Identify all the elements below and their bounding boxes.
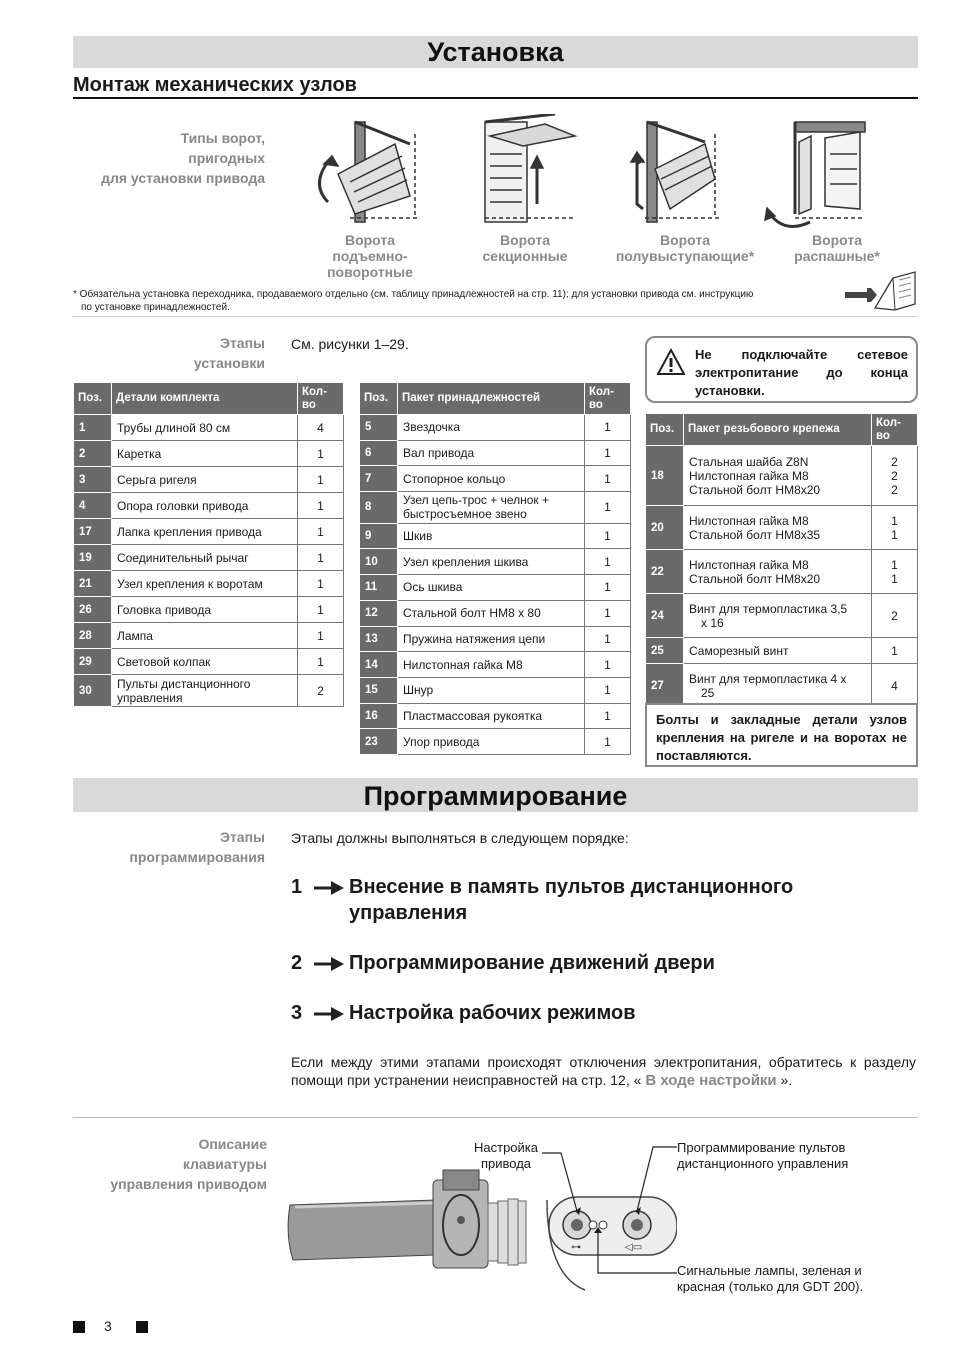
col-qty: Кол-во — [872, 414, 918, 446]
cell-item: Пульты дистанционного управления — [112, 675, 298, 707]
cell-pos: 24 — [646, 594, 684, 638]
table-row — [74, 623, 344, 649]
cell-qty: 1 — [585, 703, 631, 729]
cell-pos: 8 — [360, 492, 398, 524]
table-row — [74, 415, 344, 441]
note-box: Болты и закладные детали узлов крепления на ригеле и на воротах не поставляются. — [645, 703, 918, 767]
install-stages-text: См. рисунки 1–29. — [291, 336, 409, 352]
cell-pos: 3 — [74, 467, 112, 493]
cell-item: Ось шкива — [398, 575, 585, 601]
cell-item: Лампа — [112, 623, 298, 649]
table-row — [74, 441, 344, 467]
cell-qty: 4 — [298, 415, 344, 441]
table-row — [74, 649, 344, 675]
cell-pos: 28 — [74, 623, 112, 649]
semi-projecting-gate-icon — [631, 122, 720, 222]
cell-item: Серьга ригеля — [112, 467, 298, 493]
table-row — [646, 506, 918, 550]
install-stages-label: Этапы установки — [193, 335, 265, 371]
help-link[interactable]: В ходе настройки — [645, 1072, 777, 1089]
cell-pos: 19 — [74, 545, 112, 571]
cell-qty: 1 — [585, 440, 631, 466]
callout-lamps: Сигнальные лампы, зеленая и красная (только для GDT 200). — [677, 1263, 864, 1294]
table-row — [74, 597, 344, 623]
table-row — [360, 440, 631, 466]
manual-book-icon — [845, 268, 919, 314]
table-row — [360, 523, 631, 549]
cell-item: Звездочка — [398, 415, 585, 441]
cell-item: Нилстопная гайка М8 — [398, 652, 585, 678]
svg-text:⊶: ⊶ — [571, 1242, 581, 1253]
table-row — [360, 492, 631, 524]
accessory-table — [359, 382, 631, 755]
cell-qty: 1 — [298, 649, 344, 675]
footnote: * Обязательна установка переходника, продаваемого отдельно (см. таблицу принадлежностей на стр. 11); для установки привода см. инструкцию по установке принадлежностей. — [73, 289, 754, 313]
cell-item: Шнур — [398, 677, 585, 703]
cell-qty: 1 — [298, 597, 344, 623]
col-pos: Поз. — [360, 383, 398, 415]
cell-pos: 14 — [360, 652, 398, 678]
gate-illustrations — [310, 114, 910, 234]
cell-qty: 1 — [298, 519, 344, 545]
cell-item: Пластмассовая рукоятка — [398, 703, 585, 729]
cell-item: Пружина натяжения цепи — [398, 626, 585, 652]
cell-qty: 4 — [872, 664, 918, 708]
cell-qty: 1 — [585, 466, 631, 492]
table-row — [360, 703, 631, 729]
cell-qty: 1 — [298, 441, 344, 467]
sectional-gate-icon — [485, 114, 575, 222]
cell-item: Головка привода — [112, 597, 298, 623]
subsection-title: Монтаж механических узлов — [73, 73, 918, 99]
gate-caption-up-and-over: Ворота подъемно- поворотные — [327, 232, 413, 280]
footer-marker-right — [136, 1321, 148, 1333]
table-row — [74, 493, 344, 519]
cell-qty: 1 — [585, 677, 631, 703]
green-lamp-icon — [589, 1221, 597, 1229]
cell-pos: 23 — [360, 729, 398, 755]
cell-qty: 1 — [585, 600, 631, 626]
cell-pos: 29 — [74, 649, 112, 675]
col-pos: Поз. — [646, 414, 684, 446]
kit-parts-table — [73, 382, 344, 707]
arrow-right-icon — [313, 874, 345, 900]
cell-pos: 30 — [74, 675, 112, 707]
cell-item: Шкив — [398, 523, 585, 549]
cell-pos: 2 — [74, 441, 112, 467]
table-row — [74, 675, 344, 707]
table-row — [360, 626, 631, 652]
section-title-install: Установка — [73, 36, 918, 68]
table-row — [646, 550, 918, 594]
swing-gate-icon — [765, 122, 865, 227]
cell-qty: 1 1 — [872, 550, 918, 594]
cell-qty: 1 — [298, 623, 344, 649]
callout-setup: Настройка привода — [474, 1140, 538, 1171]
cell-item: Стальная шайба Z8N Нилстопная гайка М8 Стальной болт HM8x20 — [684, 446, 872, 506]
arrow-right-icon — [313, 1000, 345, 1026]
cell-qty: 1 — [585, 549, 631, 575]
table-row — [360, 729, 631, 755]
cell-qty: 1 — [298, 493, 344, 519]
table-row — [74, 545, 344, 571]
cell-item: Нилстопная гайка М8 Стальной болт HM8x20 — [684, 550, 872, 594]
col-pos: Поз. — [74, 383, 112, 415]
col-qty: Кол-во — [298, 383, 344, 415]
keypad-label: Описание клавиатуры управления приводом — [110, 1136, 267, 1192]
cell-item: Стопорное кольцо — [398, 466, 585, 492]
callout-remotes: Программирование пультов дистанционного управления — [677, 1140, 849, 1171]
cell-item: Трубы длиной 80 см — [112, 415, 298, 441]
section-title-programming: Программирование — [73, 778, 918, 812]
cell-qty: 1 — [585, 729, 631, 755]
gate-caption-swing: Ворота распашные* — [794, 232, 880, 264]
fasteners-table — [645, 413, 918, 708]
cell-qty: 2 — [298, 675, 344, 707]
cell-pos: 13 — [360, 626, 398, 652]
cell-item: Лапка крепления привода — [112, 519, 298, 545]
cell-item: Стальной болт HM8 x 80 — [398, 600, 585, 626]
table-row — [360, 549, 631, 575]
cell-item: Каретка — [112, 441, 298, 467]
table-row — [646, 638, 918, 664]
cell-pos: 27 — [646, 664, 684, 708]
col-acc: Пакет принадлежностей — [398, 383, 585, 415]
table-row — [74, 571, 344, 597]
cell-pos: 21 — [74, 571, 112, 597]
cell-item: Вал привода — [398, 440, 585, 466]
cell-item: Винт для термопластика 4 x 25 — [684, 664, 872, 708]
gate-caption-semi-projecting: Ворота полувыступающие* — [615, 232, 755, 264]
gate-types-label: Типы ворот, пригодных для установки привода — [101, 130, 265, 186]
up-and-over-gate-icon — [319, 122, 420, 222]
table-row — [360, 415, 631, 441]
cell-item: Узел крепления шкива — [398, 549, 585, 575]
warning-icon — [657, 348, 685, 376]
cell-pos: 7 — [360, 466, 398, 492]
cell-pos: 12 — [360, 600, 398, 626]
table-row — [74, 467, 344, 493]
col-kit: Детали комплекта — [112, 383, 298, 415]
cell-item: Винт для термопластика 3,5 x 16 — [684, 594, 872, 638]
cell-qty: 1 — [298, 545, 344, 571]
cell-pos: 10 — [360, 549, 398, 575]
cell-pos: 6 — [360, 440, 398, 466]
cell-pos: 16 — [360, 703, 398, 729]
table-row — [74, 519, 344, 545]
table-row — [646, 594, 918, 638]
cell-item: Нилстопная гайка М8 Стальной болт HM8x35 — [684, 506, 872, 550]
cell-qty: 1 — [585, 415, 631, 441]
cell-item: Узел цепь-трос + челнок + быстросъемное звено — [398, 492, 585, 524]
cell-pos: 26 — [74, 597, 112, 623]
cell-qty: 1 — [298, 571, 344, 597]
cell-qty: 2 2 2 — [872, 446, 918, 506]
table-row — [646, 446, 918, 506]
table-row — [360, 677, 631, 703]
cell-pos: 1 — [74, 415, 112, 441]
table-row — [360, 466, 631, 492]
cell-pos: 17 — [74, 519, 112, 545]
table-row — [360, 575, 631, 601]
cell-qty: 1 1 — [872, 506, 918, 550]
cell-qty: 1 — [585, 652, 631, 678]
motor-head-illustration — [285, 1145, 677, 1305]
cell-qty: 1 — [298, 467, 344, 493]
table-row — [360, 600, 631, 626]
cell-pos: 9 — [360, 523, 398, 549]
prog-intro: Этапы должны выполняться в следующем порядке: — [291, 830, 629, 846]
cell-item: Упор привода — [398, 729, 585, 755]
warning-box: Не подключайте сетевое электропитание до конца установки. — [645, 336, 918, 403]
gate-caption-sectional: Ворота секционные — [482, 232, 568, 264]
cell-qty: 2 — [872, 594, 918, 638]
table-row — [360, 652, 631, 678]
cell-qty: 1 — [872, 638, 918, 664]
red-lamp-icon — [599, 1221, 607, 1229]
col-bolts: Пакет резьбового крепежа — [684, 414, 872, 446]
cell-pos: 18 — [646, 446, 684, 506]
cell-pos: 11 — [360, 575, 398, 601]
cell-qty: 1 — [585, 492, 631, 524]
arrow-right-icon — [313, 950, 345, 976]
cell-item: Световой колпак — [112, 649, 298, 675]
table-row — [646, 664, 918, 708]
power-note: Если между этими этапами происходят отключения электропитания, обратитесь к разделу помощи при устранении неисправностей на стр. 12, « В ходе настройки ». — [291, 1054, 916, 1089]
cell-qty: 1 — [585, 626, 631, 652]
cell-item: Узел крепления к воротам — [112, 571, 298, 597]
footer-marker-left — [73, 1321, 85, 1333]
cell-pos: 4 — [74, 493, 112, 519]
cell-pos: 20 — [646, 506, 684, 550]
cell-qty: 1 — [585, 575, 631, 601]
cell-qty: 1 — [585, 523, 631, 549]
cell-pos: 15 — [360, 677, 398, 703]
prog-stages-label: Этапы программирования — [129, 829, 265, 865]
svg-text:◁▭: ◁▭ — [625, 1242, 643, 1253]
cell-item: Саморезный винт — [684, 638, 872, 664]
cell-pos: 25 — [646, 638, 684, 664]
cell-item: Опора головки привода — [112, 493, 298, 519]
cell-item: Соединительный рычаг — [112, 545, 298, 571]
col-qty: Кол-во — [585, 383, 631, 415]
cell-pos: 5 — [360, 415, 398, 441]
page-number: 3 — [104, 1318, 112, 1334]
cell-pos: 22 — [646, 550, 684, 594]
